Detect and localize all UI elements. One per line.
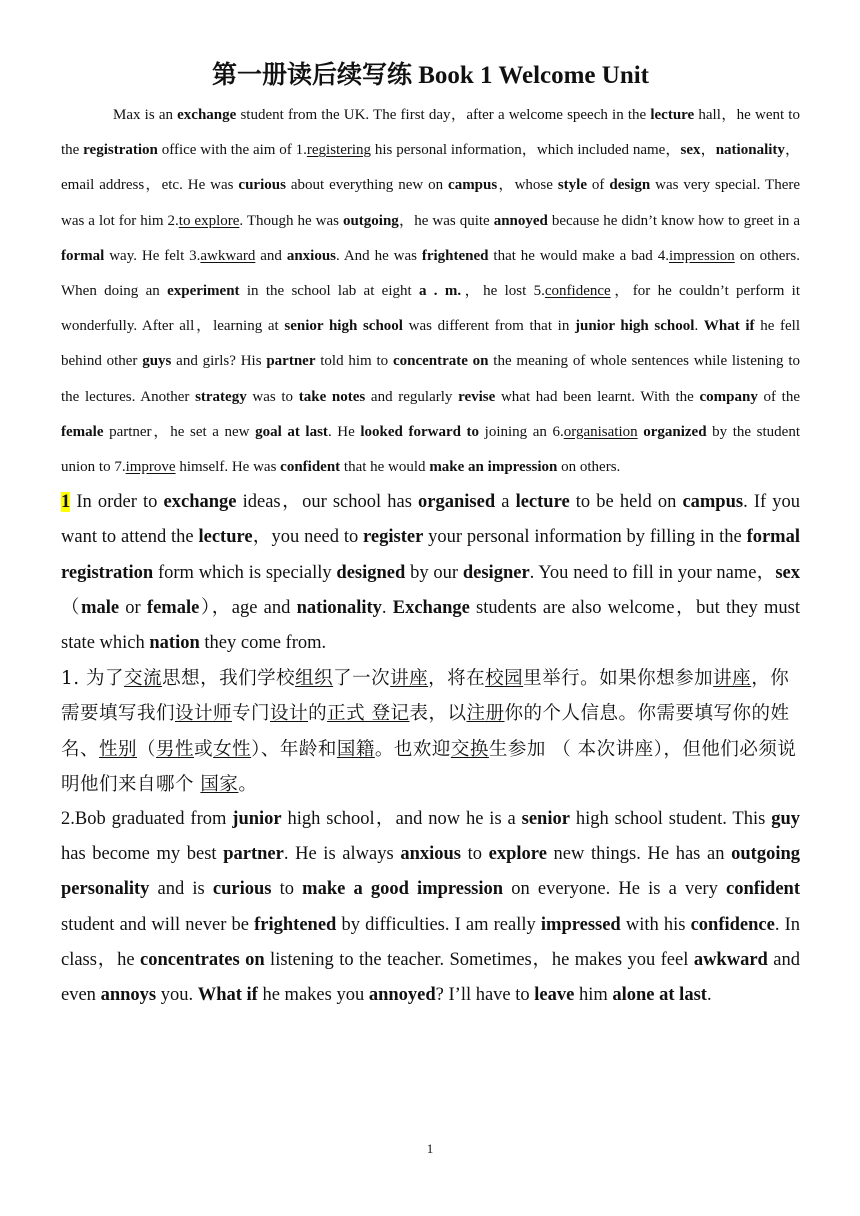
bold-term: female [61,423,104,440]
bold-term: strategy [195,388,247,405]
bold-term: register [363,527,424,548]
text-run: you. [156,985,198,1006]
text-run: on others. [557,459,621,476]
text-run: of the [757,388,800,405]
bold-term: senior high school [284,318,403,335]
bold-term: male [81,597,120,618]
bold-term: make a good impression [302,879,504,900]
text-run: 思想，我们学校 [162,668,296,690]
bold-term: guy [771,809,800,830]
text-run: 生参加 （ 本次讲座），但他们必须说明他们来自哪个 [61,738,797,795]
text-run: hall，he went to the [61,107,800,159]
text-run: 或 [194,738,214,760]
bold-term: exchange [177,107,237,123]
text-run: about everything new on [285,177,449,194]
bold-term: looked forward to [360,423,480,440]
text-run: In order to [70,492,164,513]
text-run: to [460,844,489,865]
text-run: ，whose [497,177,558,194]
text-run: told him to [315,353,393,370]
text-run: in the school lab at eight [239,283,419,300]
bold-term: campus [448,177,498,194]
text-run: student from the UK. The first day，after a welcome speech in the [236,107,651,123]
passage-intro [61,98,800,485]
text-run: ，he lost 5. [461,283,545,300]
text-run: and girls? His [171,353,267,370]
bold-term: formal registration [61,527,800,583]
bold-term: designer [462,562,530,583]
underlined-answer: impression [668,247,735,264]
bold-term: take notes [298,388,366,405]
underlined-answer: 国家 [200,773,239,795]
text-run: high school，and now he is a [281,809,522,830]
bold-term: experiment [167,283,240,300]
underlined-answer: awkward [200,247,256,264]
text-run: 1. 为了 [61,668,125,690]
text-run: ，he was quite [398,212,494,229]
text-run: 你的个人信息。你需要填写你的姓名、 [61,703,790,760]
bold-term: confidence [690,914,775,935]
bold-term: explore [488,844,547,865]
text-run: ，你需要填写我们 [61,668,790,725]
bold-term: sex [775,562,800,583]
item-1-text [61,492,800,653]
text-run: form which is specially [153,562,337,583]
bold-term: formal [61,247,105,264]
text-run: was to [246,388,299,405]
text-run: new things. He has an [546,844,732,865]
bold-term: curious [212,879,272,900]
bold-term: exchange [163,492,237,513]
text-run: 专门 [232,703,271,725]
text-run: the meaning of whole sentences while listening to the lectures. Another [61,353,801,405]
bold-term: registration [83,142,158,159]
text-run: partner，he set a new [103,423,256,440]
text-run: by difficulties. I am really [336,914,541,935]
document-page [61,60,800,1013]
bold-term: company [699,388,758,405]
text-run: 表，以 [409,703,467,725]
text-run: has become my best [61,844,224,865]
text-run: listening to the teacher. Sometimes，he makes you feel [264,949,694,970]
item-1-number-highlight: 1 [61,492,71,513]
text-run: was very special. There was a lot for him 2. [61,177,801,229]
text-run: ? I’ll have to [435,985,535,1006]
text-run: ideas，our school has [236,492,419,513]
text-run: high school student. This [569,809,772,830]
bold-term: anxious [286,247,337,264]
text-run: was different from that in [402,318,575,335]
text-run: they come from. [199,633,327,654]
text-run: that he would make a bad 4. [488,247,669,264]
text-run: what had been learnt. With the [495,388,700,405]
underlined-answer: 讲座 [713,668,752,690]
text-run: him [574,985,613,1006]
bold-term: leave [534,985,575,1006]
text-run: and regularly [365,388,459,405]
text-run: ）、年龄和 [251,738,337,760]
bold-term: make an impression [429,459,558,476]
text-run: student and will never be [61,914,255,935]
bold-term: What if [703,318,755,335]
bold-term: awkward [693,949,768,970]
text-run: he fell behind other [61,318,801,370]
text-run: （ [61,597,82,618]
underlined-answer: 校园 [485,668,524,690]
underlined-answer: 国籍 [336,738,375,760]
underlined-answer: 交换 [450,738,489,760]
text-run: that he would [340,459,430,476]
bold-term: nation [149,633,200,654]
text-run: way. He felt 3. [104,247,201,264]
bold-term: concentrates on [139,949,265,970]
bold-term: outgoing personality [61,844,801,900]
bold-term: junior [232,809,282,830]
exercise-item-1 [61,485,800,661]
text-run: on others. When doing an [61,247,800,300]
bold-term: nationality [296,597,382,618]
text-run: by the student union to 7. [61,423,800,476]
text-run: with his [620,914,691,935]
underlined-answer: 讲座 [390,668,429,690]
bold-term: outgoing [342,212,399,229]
text-run: your personal information by filling in the [423,527,747,548]
text-run: ，for he couldn’t perform it wonderfully. After all，learning at [61,283,800,335]
bold-term: lecture [198,527,253,548]
bold-term: curious [238,177,286,194]
text-run: his personal information，which included name， [371,142,681,159]
text-run: . He is always [283,844,401,865]
bold-term: revise [458,388,496,405]
passage-intro-text [61,107,800,475]
text-run: ， [700,142,716,159]
text-run: 。 [238,773,258,795]
text-run: ，email address，etc. He was [61,142,800,194]
text-run: 了一次 [333,668,391,690]
text-run: . [706,985,712,1006]
text-run: 的 [308,703,328,725]
text-run: himself. He was [175,459,281,476]
bold-term: a . m. [418,283,462,300]
bold-term: organised [418,492,496,513]
underlined-answer: 注册 [466,703,505,725]
text-run: . And he was [336,247,422,264]
text-run: or [119,597,147,618]
underlined-answer: 性别 [99,738,138,760]
text-run: （ [137,738,157,760]
text-run: office with the aim of 1. [157,142,307,159]
bold-term: campus [682,492,744,513]
page-number: 1 [426,1141,434,1156]
text-run: Max is an [113,107,178,123]
bold-term: partner [266,353,316,370]
text-run: because he didn’t know how to greet in a [547,212,800,229]
bold-term: organized [643,423,707,440]
text-run: and even [61,949,800,1006]
text-run: 里举行。如果你想参加 [523,668,714,690]
text-run: . You need to fill in your name， [529,562,776,583]
bold-term: What if [197,985,258,1006]
text-run: . If you want to attend the [61,492,801,548]
bold-term: senior [521,809,570,830]
bold-term: junior high school [575,318,695,335]
text-run: a [495,492,516,513]
text-run: on everyone. He is a very [503,879,726,900]
text-run: he makes you [257,985,369,1006]
underlined-answer: to explore [178,212,240,229]
underlined-answer: confidence [544,283,611,300]
underlined-answer: 交流 [124,668,163,690]
exercise-item-2 [61,802,800,1013]
bold-term: alone at last [612,985,707,1006]
item-2-text [61,809,800,1005]
bold-term: impressed [540,914,621,935]
bold-term: annoyed [493,212,548,229]
bold-term: style [557,177,587,194]
bold-term: annoys [100,985,157,1006]
underlined-answer: 正式 登记 [327,703,410,725]
bold-term: confident [726,879,800,900]
bold-term: goal at last [255,423,328,440]
text-run: to be held on [569,492,683,513]
underlined-answer: 设计师 [175,703,233,725]
text-run: . Though he was [239,212,343,229]
text-run: . [381,597,393,618]
bold-term: design [609,177,651,194]
text-run: . In class，he [61,914,801,970]
underlined-answer: improve [125,459,176,476]
exercise-item-1-chinese [61,661,800,802]
item-1-chinese-text [61,668,796,795]
text-run: students are also welcome，but they must state which [61,597,800,654]
bold-term: confident [280,459,341,476]
bold-term: concentrate on [392,353,489,370]
text-run: ，将在 [428,668,486,690]
bold-term: annoyed [368,985,436,1006]
bold-term: lecture [515,492,570,513]
underlined-answer: registering [306,142,372,159]
text-run: 2.Bob graduated from [61,809,233,830]
underlined-answer: 男性 [156,738,195,760]
bold-term: Exchange [392,597,470,618]
bold-term: guys [142,353,172,370]
bold-term: partner [223,844,284,865]
text-run: . He [327,423,361,440]
text-run: ，you need to [252,527,364,548]
bold-term: anxious [400,844,461,865]
text-run: and is [149,879,213,900]
bold-term: sex [680,142,701,159]
bold-term: female [146,597,200,618]
underlined-answer: 女性 [213,738,252,760]
text-run: and [255,247,287,264]
bold-term: frightened [254,914,337,935]
text-run: to [271,879,303,900]
bold-term: designed [336,562,406,583]
text-run: . [694,318,704,335]
underlined-answer: organisation [563,423,638,440]
bold-term: frightened [421,247,489,264]
bold-term: lecture [650,107,695,123]
text-run: 。也欢迎 [374,738,451,760]
text-run: of [587,177,610,194]
text-run: ），age and [199,597,297,618]
document-title: 第一册读后续写练 Book 1 Welcome Unit [211,62,650,89]
underlined-answer: 设计 [270,703,309,725]
bold-term: nationality [715,142,785,159]
underlined-answer: 组织 [295,668,334,690]
text-run: joining an 6. [479,423,564,440]
text-run: by our [405,562,463,583]
